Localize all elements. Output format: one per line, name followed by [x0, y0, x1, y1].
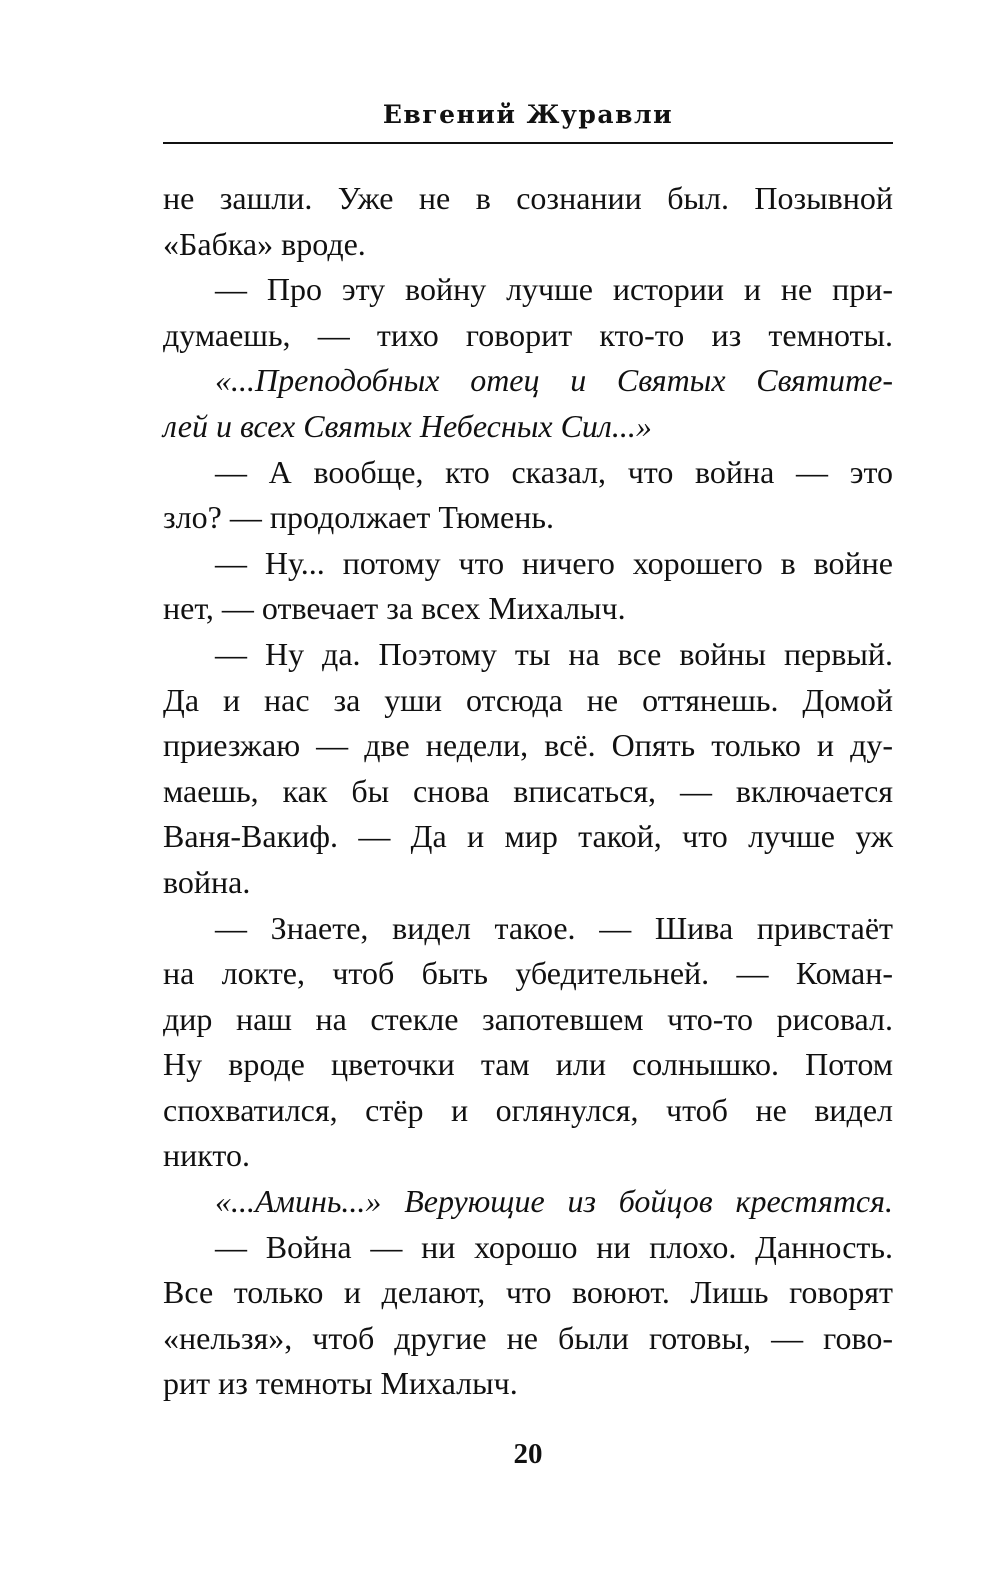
text-line: — Война — ни хорошо ни плохо. Данность. [215, 1228, 893, 1265]
text-line: Да и нас за уши отсюда не оттянешь. Домой [163, 681, 893, 718]
text-line: рит из темноты Михалыч. [163, 1365, 518, 1402]
text-line: — Про эту войну лучше истории и не при- [215, 271, 893, 308]
text-line: не зашли. Уже не в сознании был. Позывной [163, 180, 893, 216]
text-line: «...Аминь...» Верующие из бойцов крестятся. [215, 1183, 893, 1220]
text-line: думаешь, — тихо говорит кто-то из темноты. [163, 316, 893, 353]
text-line: зло? — продолжает Тюмень. [163, 499, 554, 536]
page-number: 20 [513, 1438, 543, 1470]
text-line: Ваня-Вакиф. — Да и мир такой, что лучше уж [163, 818, 893, 855]
text-body [163, 176, 893, 1407]
text-line: нет, — отвечает за всех Михалыч. [163, 590, 626, 627]
text-line: Все только и делают, что воюют. Лишь говорят [163, 1274, 893, 1311]
text-line: маешь, как бы снова вписаться, — включается [163, 772, 893, 809]
text-line: «Бабка» вроде. [163, 225, 366, 262]
text-line: — Ну... потому что ничего хорошего в войне [215, 544, 893, 581]
text-line: «нельзя», чтоб другие не были готовы, — гово- [163, 1319, 893, 1356]
text-line: спохватился, стёр и оглянулся, чтоб не видел [163, 1091, 893, 1128]
text-line: война. [163, 863, 251, 900]
text-line: — Ну да. Поэтому ты на все войны первый. [215, 635, 893, 672]
text-line: — Знаете, видел такое. — Шива привстаёт [215, 909, 893, 946]
text-line: Ну вроде цветочки там или солнышко. Потом [163, 1046, 893, 1083]
text-line: дир наш на стекле запотевшем что-то рисовал. [163, 1000, 893, 1037]
running-head-title: Евгений Журавли [382, 100, 674, 129]
text-line: «...Преподобных отец и Святых Святите- [215, 362, 893, 399]
text-line: — А вообще, кто сказал, что война — это [215, 453, 893, 490]
header-rule [163, 142, 893, 144]
text-line: на локте, чтоб быть убедительней. — Коман- [163, 955, 893, 992]
text-line: лей и всех Святых Небесных Сил...» [163, 407, 652, 444]
text-line: приезжаю — две недели, всё. Опять только и ду- [163, 727, 893, 764]
text-line: никто. [163, 1137, 250, 1174]
